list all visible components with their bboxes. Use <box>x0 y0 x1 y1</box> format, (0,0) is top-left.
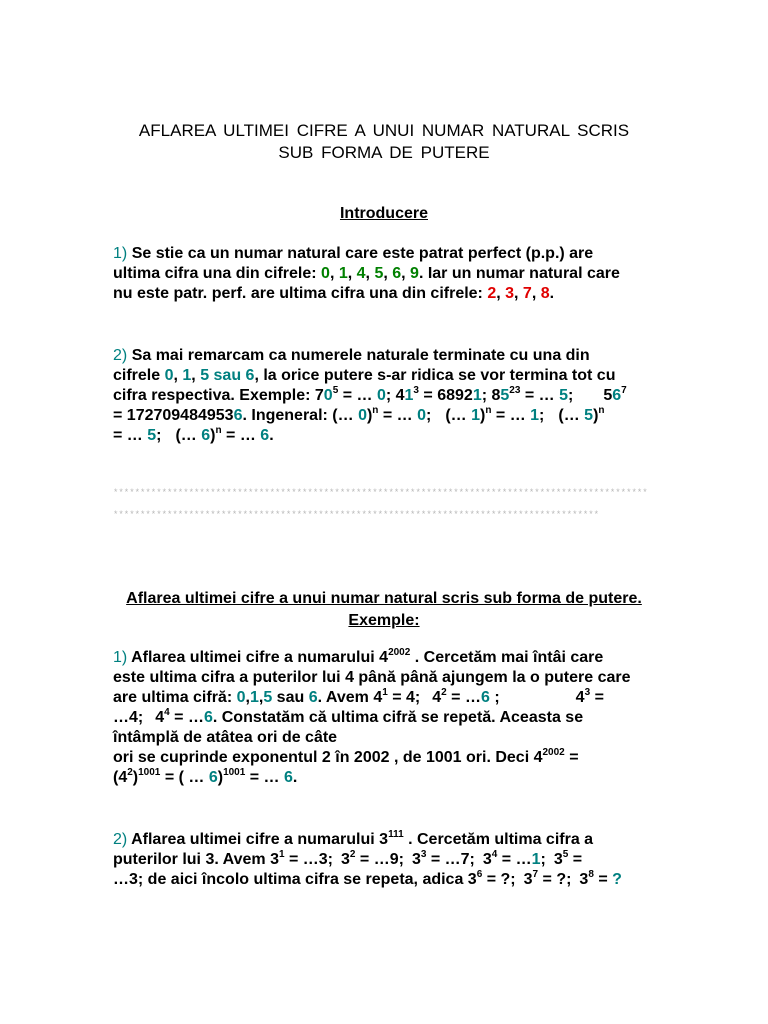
examples-heading <box>100 588 668 632</box>
intro-paragraph-2 <box>113 346 653 446</box>
ex2-line-1 <box>113 830 653 850</box>
title-line-2: SUB FORMA DE PUTERE <box>278 143 490 162</box>
text-segment: 6 <box>201 427 211 444</box>
text-segment: 3 <box>579 871 589 888</box>
exponent: 1 <box>382 687 388 698</box>
exponent: 3 <box>584 687 591 698</box>
text-segment: , <box>531 285 541 302</box>
text-segment: 5 <box>263 689 273 706</box>
star-separator: ********************************************************************************************************************************************************************************************* <box>113 488 648 520</box>
item-number: 1) <box>113 245 128 262</box>
intro-p2-line-1 <box>113 346 653 366</box>
ex1-line-7 <box>113 768 653 788</box>
text-segment: , <box>173 367 183 384</box>
intro-p2-line-5 <box>113 426 653 446</box>
exponent: 1001 <box>138 767 161 778</box>
text-segment: 5 <box>374 265 384 282</box>
intro-p1-line-2 <box>113 264 653 284</box>
ex1-line-5: întâmplă de atâtea ori de câte <box>113 729 338 746</box>
exponent: 2 <box>349 849 356 860</box>
text-segment: = … <box>221 427 261 444</box>
text-segment: , <box>383 265 393 282</box>
text-segment: 0 <box>236 689 246 706</box>
ex2-line-3 <box>113 870 653 890</box>
text-segment: 3 <box>341 851 350 868</box>
text-segment: . Cercetăm ultima cifra a <box>403 831 594 848</box>
text-segment: 6 <box>284 769 293 786</box>
text-segment: . <box>269 427 274 444</box>
text-segment: 1 <box>471 407 481 424</box>
text-segment: 5 sau 6 <box>200 367 255 384</box>
text-segment: 8 <box>540 285 550 302</box>
text-segment: , <box>401 265 411 282</box>
text-segment: . Avem 4 <box>317 689 383 706</box>
intro-p2-line-4 <box>113 406 653 426</box>
text-segment: , <box>496 285 506 302</box>
exponent: 4 <box>491 849 498 860</box>
text-segment: sau <box>272 689 309 706</box>
exponent: n <box>598 405 605 416</box>
text-segment: ? <box>612 871 622 888</box>
text-segment: , <box>365 265 375 282</box>
text-segment: 6 <box>612 387 622 404</box>
item-number: 2) <box>113 831 128 848</box>
ex1-line-4 <box>113 708 653 728</box>
text-segment: = ?; <box>538 871 572 888</box>
text-segment: . Iar un numar natural care <box>418 265 620 282</box>
page-title <box>100 120 668 164</box>
text-segment: 4 <box>155 709 165 726</box>
text-segment: , <box>347 265 357 282</box>
text-segment: 5 <box>559 387 569 404</box>
exponent: 2 <box>441 687 447 698</box>
text-segment: ) <box>593 407 599 424</box>
ex1-line-2: este ultima cifra a puterilor lui 4 până până ajungem la o putere care <box>113 669 631 686</box>
ex1-line-3 <box>113 688 653 708</box>
text-segment: = <box>590 689 604 706</box>
exponent: 8 <box>588 869 594 880</box>
text-segment: ; 4 <box>385 387 405 404</box>
text-segment: 0 <box>321 265 330 282</box>
text-segment: = …3; <box>284 851 333 868</box>
exponent: 3 <box>420 849 427 860</box>
text-segment: ; <box>156 427 162 444</box>
text-segment: 0 <box>164 367 174 384</box>
text-segment: ; <box>568 387 574 404</box>
text-segment: 0 <box>376 387 386 404</box>
text-segment: cifrele <box>113 367 165 384</box>
text-segment: = … <box>497 851 532 868</box>
text-segment: puterilor lui 3. Avem 3 <box>113 851 279 868</box>
text-segment: 7 <box>522 285 532 302</box>
item-number: 2) <box>113 347 128 364</box>
text-segment: 6 <box>208 769 218 786</box>
text-segment: ; <box>539 407 545 424</box>
text-segment: 6 <box>203 709 213 726</box>
text-segment: , la orice putere s-ar ridica se vor termina tot cu <box>254 367 616 384</box>
text-segment: 0 <box>417 407 426 424</box>
text-segment: = … <box>169 709 204 726</box>
text-segment: = 172709484953 <box>113 407 234 424</box>
text-segment: 5 <box>147 427 157 444</box>
text-segment: 3 <box>505 285 515 302</box>
text-segment: ) <box>480 407 486 424</box>
text-segment: 0 <box>323 387 333 404</box>
text-segment: 5 <box>500 387 510 404</box>
text-segment: (… <box>558 407 585 424</box>
exponent: 4 <box>164 707 170 718</box>
text-segment: = … <box>245 769 284 786</box>
text-segment: ) <box>366 407 373 424</box>
text-segment: ori se cuprinde exponentul 2 în 2002 , de 1001 ori. Deci 4 <box>113 749 543 766</box>
text-segment: 1 <box>182 367 192 384</box>
text-segment: , <box>258 689 264 706</box>
intro-p1-line-1 <box>113 244 653 264</box>
text-segment: (… <box>175 427 202 444</box>
exponent: 7 <box>532 869 539 880</box>
text-segment: 1 <box>530 407 540 424</box>
exponent: 2002 <box>388 647 411 658</box>
text-segment: . <box>549 285 555 302</box>
examples-heading-line-2: Exemple: <box>348 612 420 629</box>
intro-heading: Introducere <box>339 205 428 222</box>
exponent: 1001 <box>223 767 246 778</box>
text-segment: . <box>292 769 298 786</box>
exponent: 5 <box>332 385 339 396</box>
text-segment: ultima cifra una din cifrele: <box>113 265 322 282</box>
ex1-line-1 <box>113 648 653 668</box>
text-segment: ; <box>540 851 546 868</box>
item-number: 1) <box>113 649 128 666</box>
text-segment: , <box>191 367 201 384</box>
text-segment: 6 <box>480 689 490 706</box>
text-segment: 3 <box>553 851 563 868</box>
example-2 <box>113 830 653 890</box>
text-segment: , <box>329 265 339 282</box>
text-segment: = … <box>338 387 377 404</box>
text-segment: 9 <box>410 265 419 282</box>
text-segment: (… <box>445 407 472 424</box>
text-segment: 5 <box>584 407 594 424</box>
text-segment: ; 8 <box>481 387 501 404</box>
text-segment: …4; <box>113 709 144 726</box>
text-segment: . Cercetăm mai întâi care <box>410 649 604 666</box>
text-segment: ) <box>210 427 216 444</box>
text-segment: 4 <box>575 689 585 706</box>
exponent: n <box>372 405 379 416</box>
text-segment: , <box>245 689 250 706</box>
text-segment: 4 <box>432 689 442 706</box>
exponent: n <box>215 425 222 436</box>
text-segment: = <box>593 871 613 888</box>
examples-heading-line-1: Aflarea ultimei cifre a unui numar natural scris sub forma de putere. <box>126 590 642 607</box>
text-segment: = …9; <box>355 851 404 868</box>
text-segment: 3 <box>523 871 533 888</box>
text-segment: = …7; <box>426 851 475 868</box>
example-1 <box>113 648 653 788</box>
text-segment: (4 <box>113 769 128 786</box>
exponent: n <box>485 405 492 416</box>
ex2-line-2 <box>113 850 653 870</box>
text-segment: 1 <box>404 387 414 404</box>
text-segment: = … <box>446 689 481 706</box>
text-segment: 1 <box>249 689 259 706</box>
text-segment: Aflarea ultimei cifre a numarului 4 <box>131 649 389 666</box>
text-segment: Se stie ca un numar natural care este patrat perfect (p.p.) are <box>131 245 594 262</box>
text-segment: 1 <box>338 265 348 282</box>
text-segment: are ultima cifră: <box>113 689 237 706</box>
text-segment: = ?; <box>482 871 516 888</box>
intro-p2-line-3 <box>113 386 653 406</box>
text-segment: 3 <box>482 851 492 868</box>
text-segment: …3; de aici încolo ultima cifra se repeta, adica 3 <box>113 871 477 888</box>
text-segment: = 6892 <box>418 387 473 404</box>
text-segment: 6 <box>260 427 270 444</box>
text-segment: Sa mai remarcam ca numerele naturale terminate cu una din <box>131 347 590 364</box>
text-segment: 1 <box>472 387 482 404</box>
exponent: 2002 <box>542 747 565 758</box>
text-segment: nu este patr. perf. are ultima cifra una din cifrele: <box>113 285 488 302</box>
text-segment: Aflarea ultimei cifre a numarului 3 <box>131 831 389 848</box>
exponent: 3 <box>413 385 419 396</box>
text-segment: cifra respectiva. Exemple: 7 <box>113 387 324 404</box>
ex1-line-6 <box>113 748 653 768</box>
exponent: 111 <box>388 829 404 840</box>
text-segment: ; <box>426 407 432 424</box>
exponent: 6 <box>476 869 483 880</box>
text-segment: ; <box>489 689 500 706</box>
text-segment: , <box>514 285 523 302</box>
text-segment: = 4; <box>387 689 421 706</box>
text-segment: 6 <box>233 407 243 424</box>
exponent: 7 <box>621 385 627 396</box>
text-segment: ) <box>217 769 224 786</box>
text-segment: = <box>568 851 583 868</box>
text-segment: = … <box>491 407 531 424</box>
text-segment: 4 <box>356 265 366 282</box>
text-segment: 1 <box>531 851 541 868</box>
exponent: 23 <box>509 385 521 396</box>
text-segment: 3 <box>411 851 421 868</box>
text-segment: 5 <box>603 387 613 404</box>
text-segment: 6 <box>308 689 318 706</box>
text-segment: . Ingeneral: (… <box>242 407 359 424</box>
text-segment: 6 <box>392 265 402 282</box>
text-segment: 0 <box>358 407 367 424</box>
exponent: 1 <box>278 849 285 860</box>
intro-p2-line-2 <box>113 366 653 386</box>
text-segment: ) <box>132 769 139 786</box>
text-segment: . Constatăm că ultima cifră se repetă. Aceasta se <box>212 709 584 726</box>
text-segment: 2 <box>487 285 497 302</box>
text-segment: = ( … <box>160 769 209 786</box>
text-segment: = <box>564 749 579 766</box>
text-segment: = … <box>113 427 148 444</box>
exponent: 2 <box>127 767 133 778</box>
exponent: 5 <box>562 849 569 860</box>
intro-p1-line-3 <box>113 284 653 304</box>
title-line-1: AFLAREA ULTIMEI CIFRE A UNUI NUMAR NATURAL SCRIS <box>138 121 630 140</box>
intro-paragraph-1 <box>113 244 653 304</box>
text-segment: = … <box>520 387 560 404</box>
text-segment: = … <box>378 407 418 424</box>
